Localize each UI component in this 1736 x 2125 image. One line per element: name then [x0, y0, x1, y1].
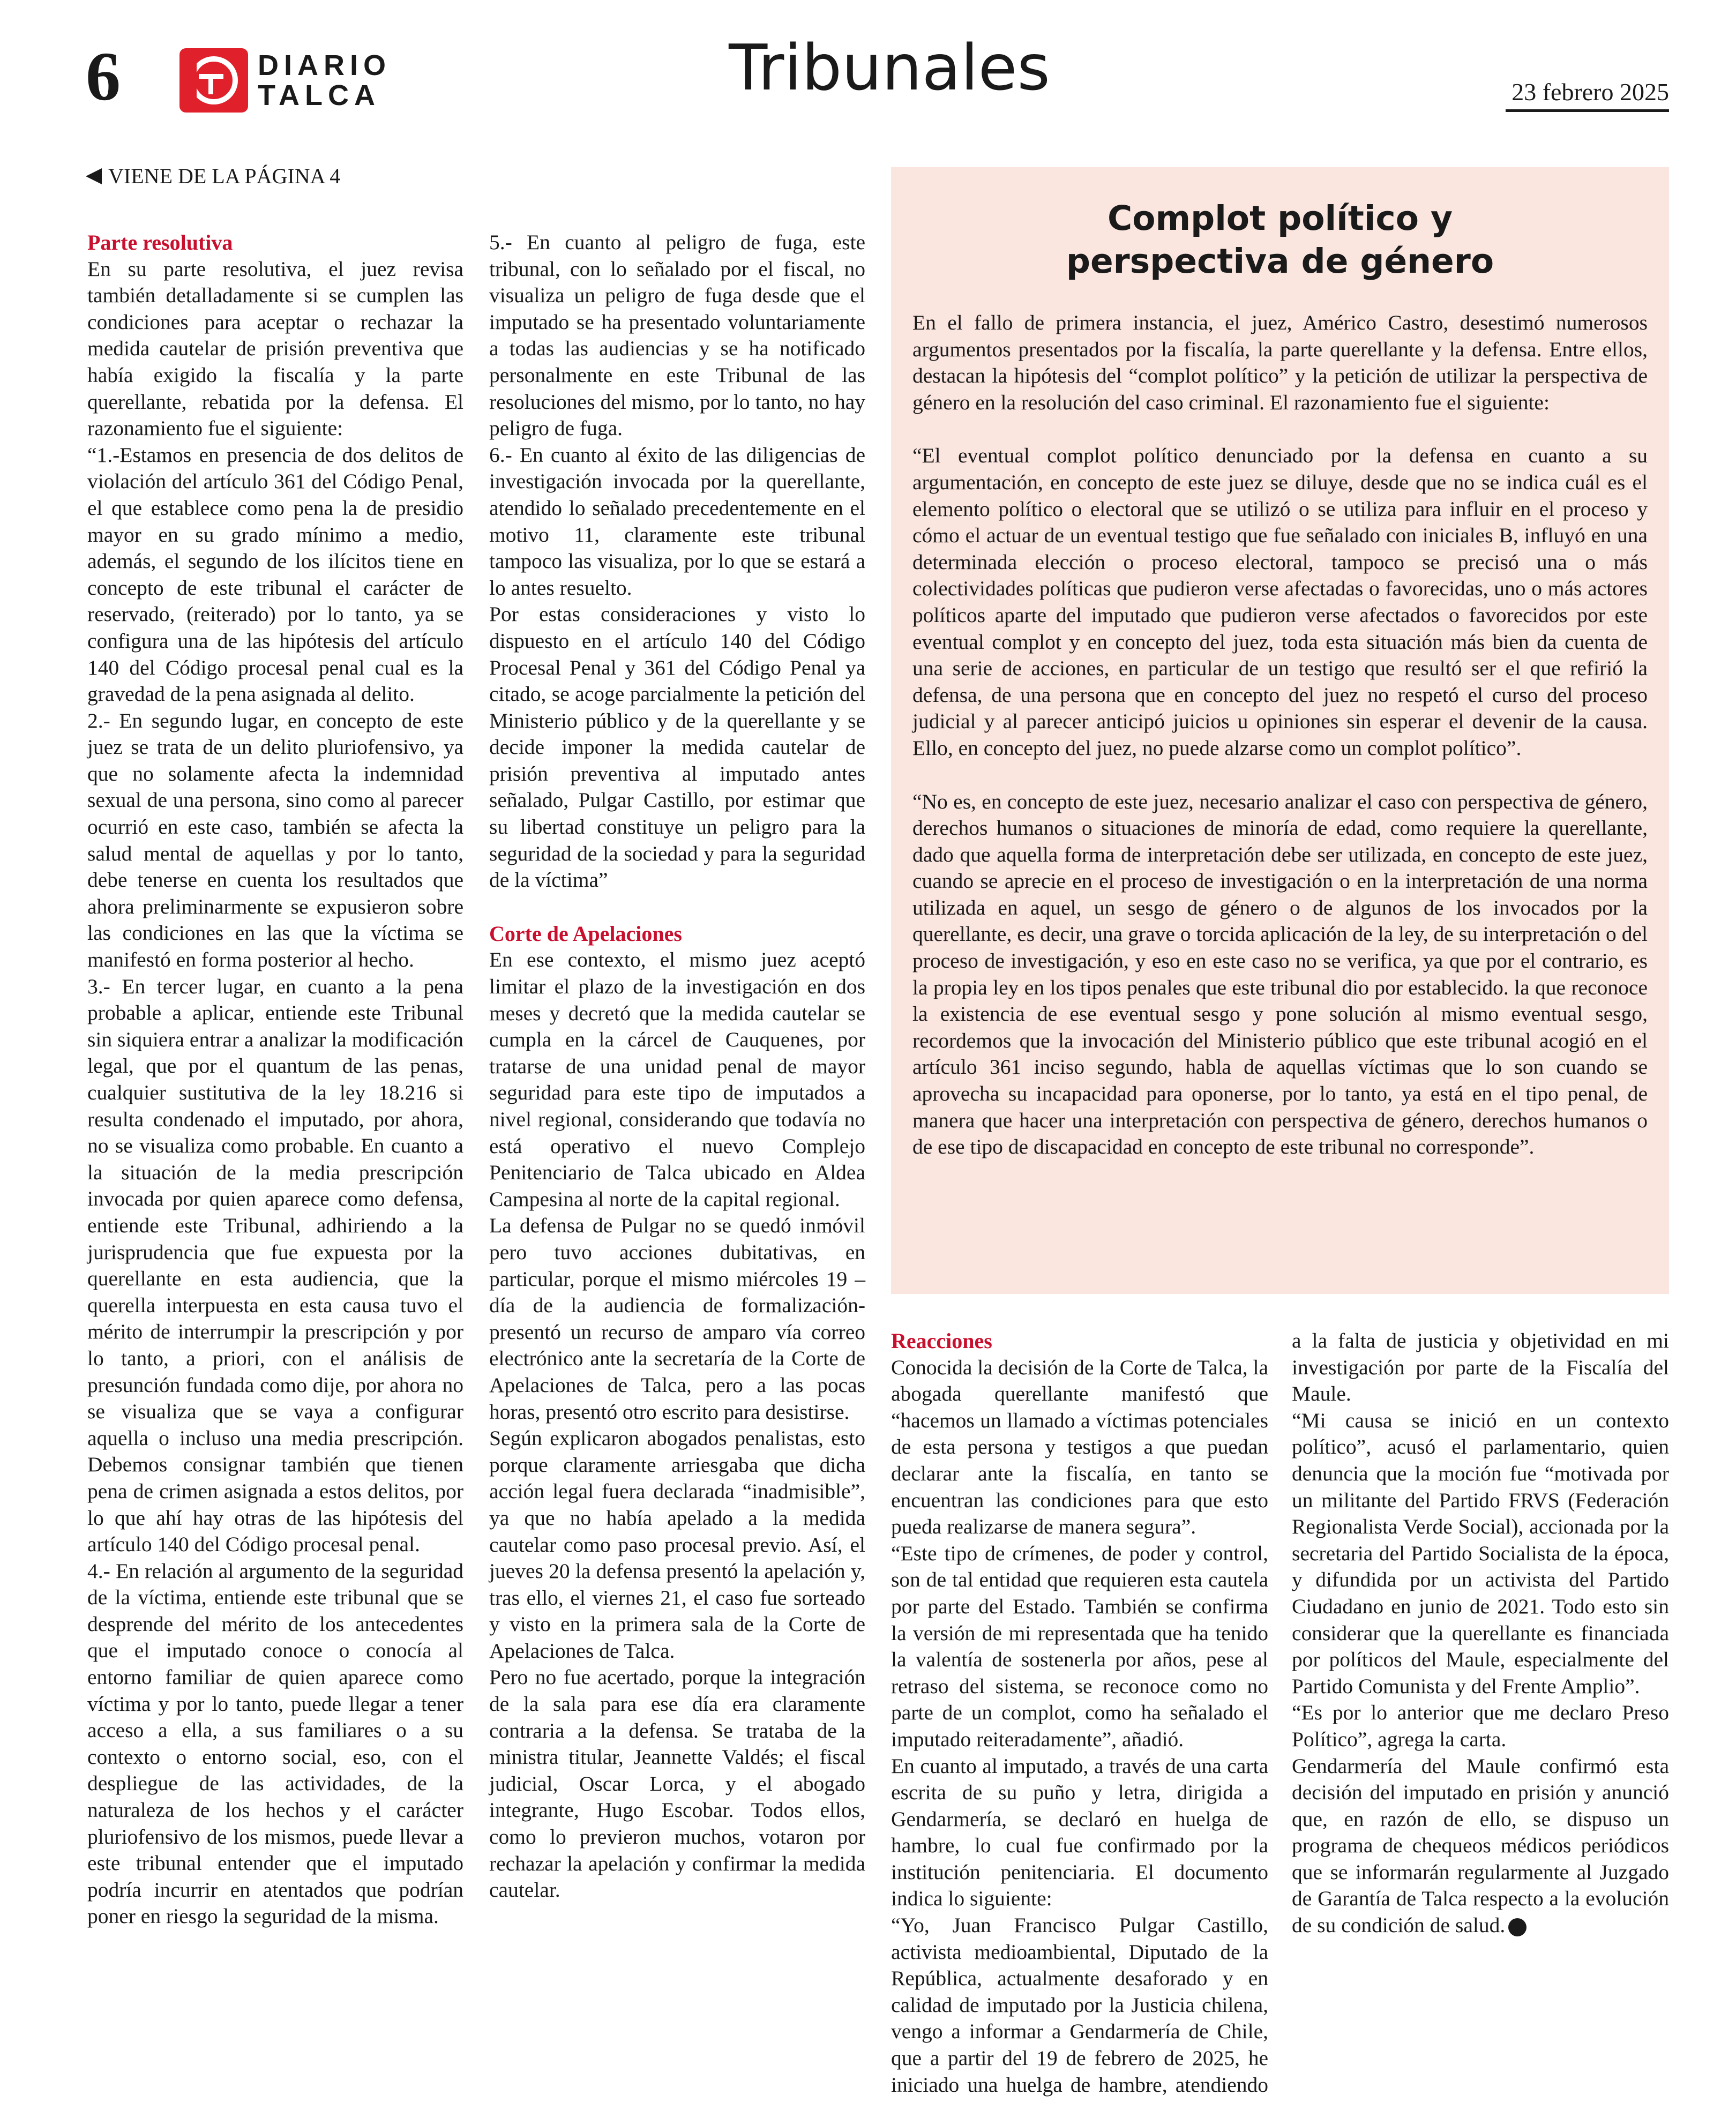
brand-name-line2: TALCA [258, 79, 380, 111]
paragraph: 3.- En tercer lugar, en cuanto a la pena probable a aplicar, entiende este Tribunal sin siquiera entrar a analizar la modificación legal, que por el quantum de las penas, cualquier sustitutiva de la ley 18.216 si resulta condenado el imputado, por ahora, no se visualiza como probable. En cuanto a la situación de la media prescripción invocada por quien aparece como defensa, entiende este Tribunal, adhiriendo a la jurisprudencia que fue expuesta por la querellante en esta audiencia, que la querella interpuesta en esta causa tuvo el mérito de interrumpir la prescripción y por lo tanto, a priori, con el análisis de presunción fundada como dije, por ahora no se visualiza que se vaya a configurar aquella o incluso una media prescripción. Debemos consignar también que tienen pena de crimen asignada a estos delitos, por lo que ahí hay otras de las hipótesis del artículo 140 del Código procesal penal. [87, 974, 463, 1557]
paragraph: “Este tipo de crímenes, de poder y control, son de tal entidad que requieren esta cautela por parte del Estado. También se confirma la versión de mi representada que ha tenido la valentía de sostenerla por años, pese al retraso del sistema, se reconoce como no parte de un complot, como ha señalado el imputado reiteradamente”, añadió. [891, 1541, 1268, 1751]
paragraph: La defensa de Pulgar no se quedó inmóvil pero tuvo acciones dubitativas, en particular, porque el mismo miércoles 19 –día de la audiencia de formalización- presentó un recurso de amparo vía correo electrónico ante la secretaría de la Corte de Apelaciones de Talca, pero a las pocas horas, presentó otro escrito para desistirse. [489, 1214, 865, 1424]
paragraph: 5.- En cuanto al peligro de fuga, este tribunal, con lo señalado por el fiscal, no visualiza un peligro de fuga desde que el imputado se ha presentado voluntariamente a todas las audiencias y se ha notificado personalmente en este Tribunal de las resoluciones del mismo, por lo tanto, no hay peligro de fuga. [489, 230, 865, 440]
sidebar-title-line2: perspectiva de género [1066, 242, 1494, 281]
reacciones-section [891, 1328, 1669, 2110]
subheading-corte-de-apelaciones: Corte de Apelaciones [489, 921, 682, 946]
paragraph: “Mi causa se inició en un contexto político”, acusó el parlamentario, quien denuncia que la moción fue “motivada por un militante del Partido FRVS (Federación Regionalista Verde Social), accionada por la secretaria del Partido Socialista de la época, y difundida por un activista del Partido Ciudadano en junio de 2021. Todo esto sin considerar que la querellante es financiada por políticos del Maule, especialmente del Partido Comunista y del Frente Amplio”. [1292, 1408, 1669, 1698]
sidebar-paragraph: “El eventual complot político denunciado por la defensa en cuanto a su argumentación, en concepto de este juez se diluye, desde que no se indica cuál es el elemento político o electoral que se utilizó o se utiliza para influir en el proceso y cómo el actuar de un eventual testigo que fue señalado con iniciales B, influyó en una determinada elección o proceso electoral, tampoco se precisó una o más colectividades políticas que pudieron verse afectadas o favorecidas, uno o más actores políticos aparte del imputado que pudieron verse afectados o favorecidos por este eventual complot y en concepto del juez, toda esta situación más bien da cuenta de una serie de acciones, en particular de un testigo que resultó ser el que refirió la defensa, de una persona que en concepto del juez no respetó el curso del proceso judicial y al parecer anticipó juicios u opiniones sin esperar el devenir de la causa. Ello, en concepto del juez, no puede alzarse como un complot político”. [912, 444, 1648, 760]
sidebar-title [912, 197, 1648, 283]
paragraph: En su parte resolutiva, el juez revisa también detalladamente si se cumplen las condiciones para aceptar o rechazar la medida cautelar de prisión preventiva que había exigido la fiscalía y la parte querellante, rebatida por la defensa. El razonamiento fue el siguiente: [87, 257, 463, 440]
issue-date: 23 febrero 2025 [1506, 78, 1669, 112]
paragraph: “Yo, Juan Francisco Pulgar Castillo, activista medioambiental, Diputado de la República, actualmente desaforado y en calidad de imputado por la Justicia chilena, vengo a informar a Gendarmería de Chile, que a partir del 19 de febrero de 2025, he iniciado una huelga de hambre, atendiendo a la falta de justicia y objetividad en mi investigación por parte de la Fiscalía del Maule. [891, 1329, 1669, 2097]
brand-name-line1: DIARIO [258, 49, 391, 81]
paragraph: 6.- En cuanto al éxito de las diligencias de investigación invocada por la querellante, atendido lo señalado precedentemente en el motivo 11, claramente este tribunal tampoco las visualiza, por lo que se estará a lo antes resuelto. [489, 443, 865, 600]
end-of-article-icon [1508, 1918, 1527, 1936]
paragraph: En cuanto al imputado, a través de una carta escrita de su puño y letra, dirigida a Gendarmería, se declaró en huelga de hambre, lo cual fue confirmado por la institución penitenciaria. El documento indica lo siguiente: [891, 1754, 1268, 1911]
paragraph: “1.-Estamos en presencia de dos delitos de violación del artículo 361 del Código Penal, el que establece como pena la de presidio mayor en su grado mínimo a medio, además, el segundo de los ilícitos tiene en concepto de este tribunal el carácter de reservado, (reiterado) por lo tanto, ya se configura una de las hipótesis del artículo 140 del Código procesal penal cual es la gravedad de la pena asignada al delito. [87, 443, 463, 706]
paragraph: “Es por lo anterior que me declaro Preso Político”, agrega la carta. [1292, 1701, 1669, 1751]
article-column-1 [87, 229, 463, 1930]
paragraph: Por estas consideraciones y visto lo dispuesto en el artículo 140 del Código Procesal Penal y 361 del Código Penal ya citado, se acoge parcialmente la petición del Ministerio público y de la querellante y se decide imponer la medida cautelar de prisión preventiva al imputado antes señalado, Pulgar Castillo, por estimar que su libertad constituye un peligro para la seguridad de la sociedad y para la seguridad de la víctima” [489, 602, 865, 892]
continued-from-label: VIENE DE LA PÁGINA 4 [108, 164, 341, 188]
sidebar-title-line1: Complot político y [1107, 199, 1453, 238]
subheading-parte-resolutiva: Parte resolutiva [87, 230, 233, 255]
subheading-reacciones: Reacciones [891, 1329, 992, 1353]
sidebar-paragraph: “No es, en concepto de este juez, necesario analizar el caso con perspectiva de género, derechos humanos o situaciones de minoría de edad, como requiere la querellante, dado que aquella forma de interpretación debe ser utilizada, en concepto de este juez, cuando se aprecie en el proceso de investigación o en la interpretación de una norma utilizada en aquel, un sesgo de género o de algunos de los invocados por la querellante, es decir, una grave o torcida aplicación de la ley, de su interpretación o del proceso de investigación, y eso en este caso no se verifica, ya que por el contrario, es la propia ley en los tipos penales que este tribunal dio por establecido. la que reconoce la existencia de ese eventual sesgo y pone solución al mismo eventual sesgo, recordemos que la invocación del Ministerio público que este tribunal acogió en el artículo 361 inciso segundo, habla de aquellas víctimas que lo son cuando se aprovecha su incapacidad para oponerse, por lo tanto, ya está en el tipo penal, de manera que hacer una interpretación con perspectiva de género, derechos humanos o de ese tipo de discapacidad en concepto de este tribunal no corresponde”. [912, 789, 1648, 1159]
paragraph-last [1292, 1753, 1669, 1939]
paragraph: 2.- En segundo lugar, en concepto de este juez se trata de un delito pluriofensivo, ya que no solamente afecta la indemnidad sexual de una persona, sino como al parecer ocurrió en este caso, también se afecta la salud mental de aquellas y por lo tanto, debe tenerse en cuenta los resultados que ahora preliminarmente se expusieron sobre las condiciones en las que la víctima se manifestó en forma posterior al hecho. [87, 708, 463, 972]
paragraph: En ese contexto, el mismo juez aceptó limitar el plazo de la investigación en dos meses y decretó que la medida cautelar se cumpla en la cárcel de Cauquenes, por tratarse de una unidad penal de mayor seguridad para este tipo de imputados a nivel regional, considerando que todavía no está operativo el nuevo Complejo Penitenciario de Talca ubicado en Aldea Campesina al norte de la capital regional. [489, 948, 865, 1211]
continued-from [86, 163, 340, 189]
page-number: 6 [86, 38, 121, 115]
left-arrow-icon [86, 167, 102, 185]
paragraph: Conocida la decisión de la Corte de Talca, la abogada querellante manifestó que “hacemos un llamado a víctimas potenciales de esta persona y testigos a que puedan declarar ante la fiscalía, en tanto se encuentran las condiciones para que esto pueda realizarse de manera segura”. [891, 1355, 1268, 1539]
section-title: Tribunales [729, 31, 1050, 104]
paragraph: 4.- En relación al argumento de la seguridad de la víctima, entiende este tribunal que se desprende del mérito de los antecedentes que el imputado conoce o conocía al entorno familiar de quien aparece como víctima y por lo tanto, puede llegar a tener acceso a ella, a sus familiares o a su contexto o entorno social, eso, con el despliegue de las actividades, de la naturaleza de los hechos y el carácter pluriofensivo de los mismos, puede llevar a este tribunal entender que el imputado podría incurrir en atentados que podrían poner en riesgo la seguridad de la misma. [87, 1559, 463, 1928]
paragraph: Según explicaron abogados penalistas, esto porque claramente arriesgaba que dicha acción legal fuera declarada “inadmisible”, ya que no había apelado a la medida cautelar como paso procesal previo. Así, el jueves 20 la defensa presentó la apelación y, tras ello, el viernes 21, el caso fue sorteado y visto en la primera sala de la Corte de Apelaciones de Talca. [489, 1426, 865, 1663]
paragraph-text: Gendarmería del Maule confirmó esta decisión del imputado en prisión y anunció que, en razón de ello, se dispuso un programa de chequeos médicos periódicos que se informarán regularmente al Juzgado de Garantía de Talca respecto a la evolución de su condición de salud. [1292, 1754, 1669, 1937]
sidebar-paragraph: En el fallo de primera instancia, el juez, Américo Castro, desestimó numerosos argumentos presentados por la fiscalía, la parte querellante y la defensa. Entre ellos, destacan la hipótesis del “complot político” y la petición de utilizar la perspectiva de género en la resolución del caso criminal. El razonamiento fue el siguiente: [912, 311, 1648, 414]
article-column-2 [489, 229, 865, 1904]
paragraph: Pero no fue acertado, porque la integración de la sala para ese día era claramente contraria a la defensa. Se trataba de la ministra titular, Jeannette Valdés; el fiscal judicial, Oscar Lorca, y el abogado integrante, Hugo Escobar. Todos ellos, como lo previeron muchos, votaron por rechazar la apelación y confirmar la medida cautelar. [489, 1665, 865, 1902]
sidebar-box-complot [891, 167, 1669, 1294]
